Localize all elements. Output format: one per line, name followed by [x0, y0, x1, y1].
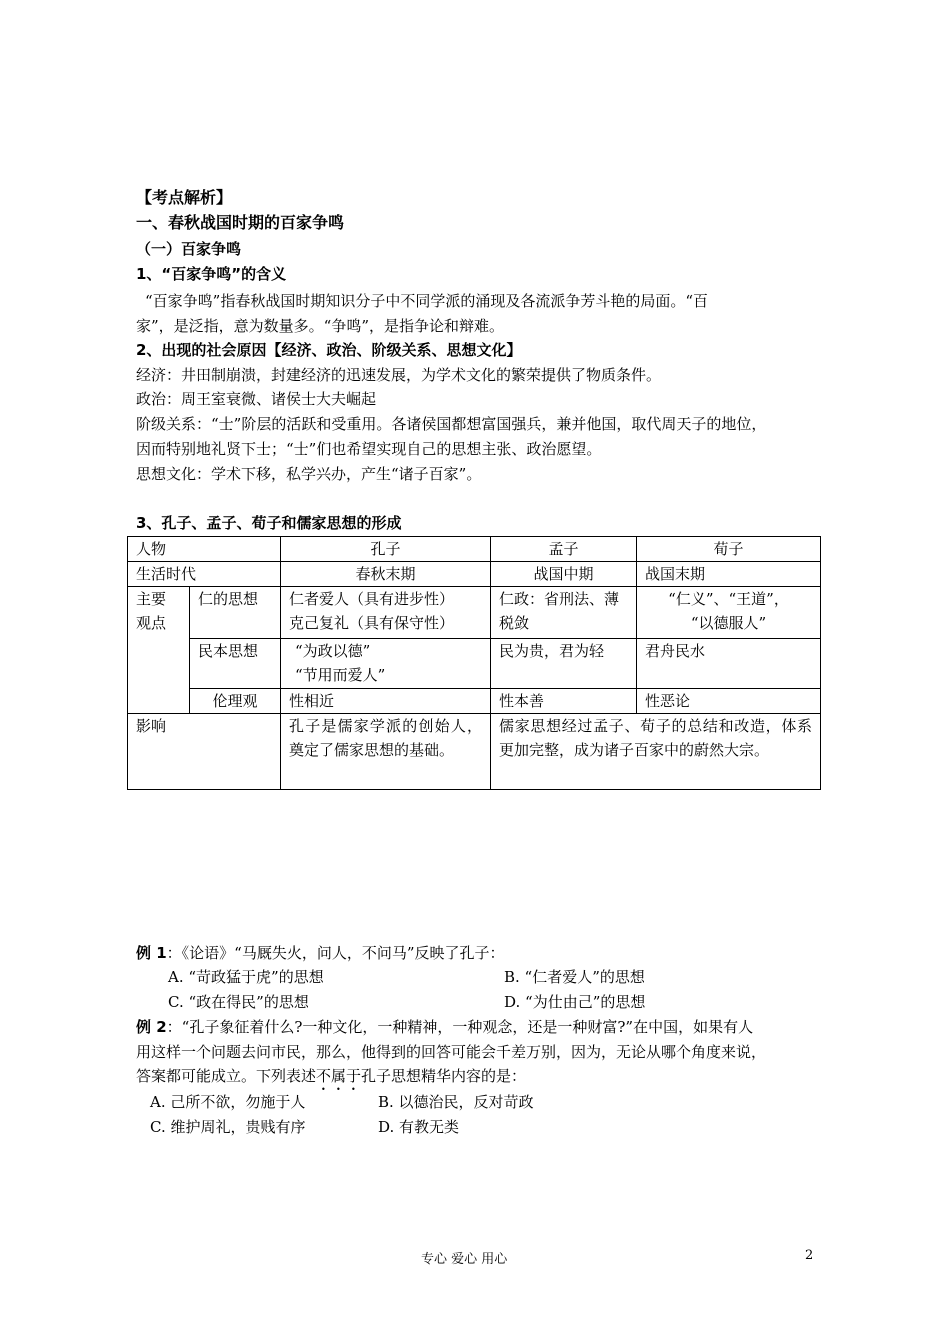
item2-economy: 经济：井田制崩溃，封建经济的迅速发展，为学术文化的繁荣提供了物质条件。: [136, 366, 662, 384]
lun-label: 伦理观: [190, 689, 281, 714]
example1-option-d: D. “为仕由己”的思想: [504, 993, 646, 1011]
example2-option-a: A. 己所不欲，勿施于人: [150, 1093, 306, 1111]
ren-xunzi-line1: “仁义”、“王道”，: [668, 590, 789, 608]
example2-option-d: D. 有教无类: [378, 1118, 460, 1136]
influence-kongzi: 孔子是儒家学派的创始人，奠定了儒家思想的基础。: [281, 714, 491, 790]
example2-label: 例 2: [136, 1018, 167, 1036]
item2-culture: 思想文化：学术下移，私学兴办，产生“诸子百家”。: [136, 465, 482, 483]
item2-politics: 政治：周王室衰微、诸侯士大夫崛起: [136, 390, 377, 408]
ren-kongzi-line1: 仁者爱人（具有进步性）: [289, 590, 455, 608]
ren-kongzi: [281, 587, 491, 639]
example1-stem-text: ：《论语》“马厩失火，问人，不问马”反映了孔子：: [166, 944, 505, 962]
footer-text: 专心 爱心 用心: [421, 1252, 508, 1267]
section-header: 【考点解析】: [136, 188, 233, 207]
page-number: 2: [805, 1248, 814, 1263]
ren-mengzi: 仁政：省刑法、薄税敛: [491, 587, 637, 639]
ren-xunzi: [637, 587, 821, 639]
table-row: [128, 537, 821, 562]
header-mengzi: 孟子: [491, 537, 637, 562]
lun-xunzi: 性恶论: [637, 689, 821, 714]
lun-kongzi: 性相近: [281, 689, 491, 714]
item2-title: 2、出现的社会原因【经济、政治、阶级关系、思想文化】: [136, 341, 522, 359]
example2-line2: 用这样一个问题去问市民，那么，他得到的回答可能会千差万别，因为，无论从哪个角度来说，: [136, 1043, 767, 1061]
views-label-line1: 主要: [136, 590, 167, 608]
ren-label: 仁的思想: [190, 587, 281, 639]
min-kongzi: [281, 639, 491, 689]
example2-option-b: B. 以德治民，反对苛政: [378, 1093, 534, 1111]
heading-2: （一）百家争鸣: [136, 240, 242, 258]
table-row: [128, 587, 821, 639]
views-label: [128, 587, 190, 714]
ren-kongzi-line2: 克己复礼（具有保守性）: [289, 614, 455, 632]
era-kongzi: 春秋末期: [281, 562, 491, 587]
era-xunzi: 战国末期: [637, 562, 821, 587]
example1-option-b: B. “仁者爱人”的思想: [504, 968, 645, 986]
example1-stem: [136, 941, 505, 965]
table-row: [128, 689, 821, 714]
example1-label: 例 1: [136, 944, 167, 962]
example2-line3-post: 孔子思想精华内容的是：: [361, 1067, 527, 1085]
table-row: [128, 562, 821, 587]
lun-mengzi: 性本善: [491, 689, 637, 714]
example2-line3-emphasis: 不属于: [316, 1067, 362, 1085]
era-label: 生活时代: [128, 562, 281, 587]
min-kongzi-line1: “为政以德”: [295, 642, 371, 660]
example2-line3-pre: 答案都可能成立。下列表述: [136, 1067, 317, 1085]
item2-class-line1: 阶级关系：“士”阶层的活跃和受重用。各诸侯国都想富国强兵，兼并他国，取代周天子的地位，: [136, 415, 767, 433]
item1-line2: 家”，是泛指，意为数量多。“争鸣”，是指争论和辩难。: [136, 317, 505, 335]
example1-option-c: C. “政在得民”的思想: [168, 993, 309, 1011]
example2-line1-text: ：“孔子象征着什么?一种文化，一种精神，一种观念，还是一种财富?”在中国，如果有人: [166, 1018, 754, 1036]
confucian-thinkers-table: [127, 536, 821, 790]
item3-title: 3、孔子、孟子、荀子和儒家思想的形成: [136, 514, 402, 532]
header-kongzi: 孔子: [281, 537, 491, 562]
min-label: 民本思想: [190, 639, 281, 689]
influence-label: 影响: [128, 714, 281, 790]
table-row: [128, 639, 821, 689]
influence-others: 儒家思想经过孟子、荀子的总结和改造，体系更加完整，成为诸子百家中的蔚然大宗。: [491, 714, 821, 790]
min-xunzi: 君舟民水: [637, 639, 821, 689]
item2-class-line2: 因而特别地礼贤下士；“士”们也希望实现自己的思想主张、政治愿望。: [136, 440, 602, 458]
item1-title: 1、“百家争鸣”的含义: [136, 265, 287, 283]
example1-option-a: A. “苛政猛于虎”的思想: [168, 968, 324, 986]
example2-line1: [136, 1015, 753, 1039]
heading-1: 一、春秋战国时期的百家争鸣: [136, 213, 345, 232]
views-label-line2: 观点: [136, 614, 167, 632]
min-kongzi-line2: “节用而爱人”: [295, 666, 386, 684]
example2-option-c: C. 维护周礼，贵贱有序: [150, 1118, 306, 1136]
item1-line1: “百家争鸣”指春秋战国时期知识分子中不同学派的涌现及各流派争芳斗艳的局面。“百: [145, 292, 709, 310]
header-person: 人物: [128, 537, 281, 562]
header-xunzi: 荀子: [637, 537, 821, 562]
era-mengzi: 战国中期: [491, 562, 637, 587]
ren-xunzi-line2: “以德服人”: [690, 614, 767, 632]
min-mengzi: 民为贵，君为轻: [491, 639, 637, 689]
table-row: [128, 714, 821, 790]
